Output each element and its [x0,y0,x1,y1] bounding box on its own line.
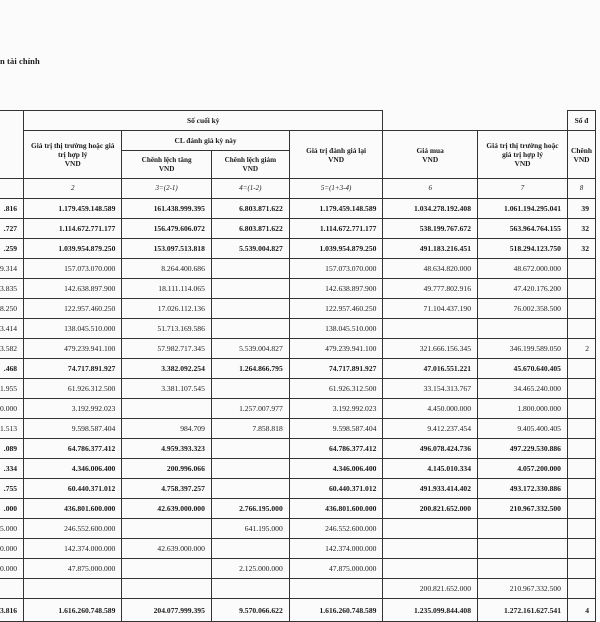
table-cell: 18.111.114.065 [122,279,212,299]
table-cell: 493.172.330.886 [478,479,568,499]
header-col-revalued [289,131,383,179]
table-cell: 1.955 [0,379,24,399]
table-row [0,399,596,419]
table-cell: 142.374.000.000 [24,539,122,559]
table-row [0,479,596,499]
table-cell: 210.967.332.500 [478,499,568,519]
table-cell: 1.179.459.148.589 [24,199,122,219]
table-cell: 47.420.176.200 [478,279,568,299]
index-cell: 4=(1-2) [211,179,289,199]
table-cell: 1.114.672.771.177 [24,219,122,239]
table-cell: .468 [0,359,24,379]
table-cell: 142.374.000.000 [289,539,383,559]
table-cell: 491.933.414.402 [383,479,478,499]
header-col-fair-value-label: Giá trị thị trường hoặc giá trị hợp lý [30,141,115,159]
table-cell: 4.145.010.334 [383,459,478,479]
table-cell [211,579,289,599]
table-cell: 200.821.652.000 [383,499,478,519]
table-cell [478,539,568,559]
table-cell: .727 [0,219,24,239]
table-cell [567,519,595,539]
table-row [0,219,596,239]
table-cell: 984.709 [122,419,212,439]
table-cell [211,299,289,319]
table-cell: 157.073.070.000 [289,259,383,279]
table-cell: 321.666.156.345 [383,339,478,359]
table-cell: 497.229.530.886 [478,439,568,459]
table-cell: .259 [0,239,24,259]
table-cell: 3.192.992.023 [24,399,122,419]
table-cell: 4.758.397.257 [122,479,212,499]
table-cell: 436.801.600.000 [289,499,383,519]
index-cell: 6 [383,179,478,199]
index-cell-blank [0,179,24,199]
header-col-revalued-label: Giá trị đánh giá lại [306,145,367,155]
header-col-fair-value-2-label: Giá trị thị trường hoặc giá trị hợp lý [486,141,559,159]
table-cell: 3.192.992.023 [289,399,383,419]
table-row [0,559,596,579]
table-cell: 3.835 [0,279,24,299]
table-cell: 518.294.123.750 [478,239,568,259]
table-cell: 0.000 [0,559,24,579]
table-cell: 42.639.000.000 [122,499,212,519]
table-cell: 71.104.437.190 [383,299,478,319]
table-cell: 9.405.400.405 [478,419,568,439]
header-col-decrease-unit: VND [242,164,259,173]
table-cell [122,579,212,599]
table-cell: 142.638.897.900 [289,279,383,299]
table-cell [567,379,595,399]
table-cell: 1.272.161.627.541 [478,599,568,622]
table-cell [567,419,595,439]
header-col-purchase-label: Giá mua [416,145,444,155]
table-cell: 3.382.092.254 [122,359,212,379]
header-col-fair-value-2-unit: VND [514,159,531,168]
table-cell [567,539,595,559]
header-group-begin-period: Số đ [567,111,595,131]
table-cell [24,579,122,599]
table-row [0,599,596,622]
table-cell: 641.195.000 [211,519,289,539]
table-row [0,579,596,599]
table-cell: 0.000 [0,399,24,419]
table-header [0,111,596,199]
index-cell: 8 [567,179,595,199]
index-cell: 7 [478,179,568,199]
header-group-spacer [383,111,568,131]
table-cell: 6.803.871.622 [211,219,289,239]
table-cell: 1.061.194.295.041 [478,199,568,219]
table-cell: 246.552.600.000 [289,519,383,539]
header-col-purchase [383,131,478,179]
table-cell [383,539,478,559]
table-cell [567,319,595,339]
table-cell [567,259,595,279]
table-cell [383,519,478,539]
header-cell-blank [0,111,24,179]
table-cell: 9.598.587.404 [24,419,122,439]
table-cell: 32 [567,219,595,239]
table-cell [567,559,595,579]
header-col-purchase-unit: VND [422,154,439,164]
table-cell: 1.257.007.977 [211,399,289,419]
section-heading: n tài chính [0,56,40,66]
table-cell: 45.670.640.405 [478,359,568,379]
table-cell: 161.438.999.395 [122,199,212,219]
table-cell: 3.414 [0,319,24,339]
table-cell: 1.034.278.192.408 [383,199,478,219]
table-cell: 2 [567,339,595,359]
header-col-fair-value [24,131,122,179]
header-col-decrease [211,151,289,179]
table-row [0,459,596,479]
table-cell: 5.539.004.827 [211,239,289,259]
table-cell [567,399,595,419]
table-cell: 2.766.195.000 [211,499,289,519]
table-cell: 32 [567,239,595,259]
header-group-end-period: Số cuối kỳ [24,111,383,131]
table-cell [211,379,289,399]
table-cell [478,559,568,579]
table-cell: 1.800.000.000 [478,399,568,419]
table-row [0,259,596,279]
header-col-partial-label: Chênh [571,145,592,155]
table-cell: 4.450.000.000 [383,399,478,419]
table-cell: 6.803.871.622 [211,199,289,219]
table-cell: 1.235.099.844.408 [383,599,478,622]
header-col-increase-label: Chênh lệch tăng [141,155,192,164]
table-cell: 8.264.400.686 [122,259,212,279]
table-cell: 51.713.169.586 [122,319,212,339]
table-cell [211,539,289,559]
table-cell [211,319,289,339]
table-cell: 57.982.717.345 [122,339,212,359]
table-cell: 138.045.510.000 [289,319,383,339]
table-cell: 74.717.891.927 [289,359,383,379]
table-cell: 60.440.371.012 [24,479,122,499]
table-cell: 436.801.600.000 [24,499,122,519]
table-row [0,339,596,359]
table-cell: 48.672.000.000 [478,259,568,279]
index-cell: 2 [24,179,122,199]
table-cell: 156.479.606.072 [122,219,212,239]
table-row [0,239,596,259]
table-cell: 1.039.954.879.250 [24,239,122,259]
table-cell [567,439,595,459]
table-cell [289,579,383,599]
table-cell: 0.000 [0,539,24,559]
table-cell: 74.717.891.927 [24,359,122,379]
table-cell: .816 [0,199,24,219]
table-cell: 1.513 [0,419,24,439]
table-cell [478,519,568,539]
table-cell: 9.314 [0,259,24,279]
table-cell: 76.002.358.500 [478,299,568,319]
table-cell: 5.000 [0,519,24,539]
header-sub-revaluation: CL đánh giá kỳ này [122,131,289,151]
table-cell: 9.412.237.454 [383,419,478,439]
table-cell: 204.077.999.395 [122,599,212,622]
table-cell: 1.179.459.148.589 [289,199,383,219]
table-cell: 491.183.216.451 [383,239,478,259]
table-cell [0,579,24,599]
table-cell: 496.078.424.736 [383,439,478,459]
table-cell: 200.996.066 [122,459,212,479]
table-cell: 47.016.551.221 [383,359,478,379]
table-cell: 4.346.006.400 [289,459,383,479]
table-cell: 479.239.941.100 [24,339,122,359]
table-cell [211,479,289,499]
table-cell: 9.598.587.404 [289,419,383,439]
table-cell [567,279,595,299]
table-cell: 2.125.000.000 [211,559,289,579]
header-col-increase [122,151,212,179]
table-row [0,419,596,439]
table-cell: 1.616.260.748.589 [289,599,383,622]
table-cell: 47.875.000.000 [24,559,122,579]
table-cell: 4.959.393.323 [122,439,212,459]
header-col-decrease-label: Chênh lệch giảm [224,155,277,164]
table-cell: 60.440.371.012 [289,479,383,499]
table-cell: 138.045.510.000 [24,319,122,339]
table-row [0,499,596,519]
table-row [0,359,596,379]
table-cell: 8.250 [0,299,24,319]
table-cell [383,559,478,579]
table-cell [567,579,595,599]
table-cell: 4.057.200.000 [478,459,568,479]
table-cell: 4.346.006.400 [24,459,122,479]
header-col-increase-unit: VND [158,164,175,173]
table-cell [383,319,478,339]
table-cell: 64.786.377.412 [24,439,122,459]
header-col-fair-value-unit: VND [64,159,81,168]
table-cell [478,319,568,339]
table-cell: .089 [0,439,24,459]
table-cell [211,259,289,279]
table-cell [211,439,289,459]
table-cell: 47.875.000.000 [289,559,383,579]
header-col-revalued-unit: VND [328,154,345,164]
table-cell: 1.264.866.795 [211,359,289,379]
table-cell [122,519,212,539]
table-cell: 33.154.313.767 [383,379,478,399]
table-cell: 346.199.589.050 [478,339,568,359]
table-cell: 3.381.107.545 [122,379,212,399]
table-cell: .334 [0,459,24,479]
table-cell: 61.926.312.500 [289,379,383,399]
index-cell: 5=(1+3-4) [289,179,383,199]
table-cell: 3.816 [0,599,24,622]
table-cell: 5.539.004.827 [211,339,289,359]
table-cell: 1.616.260.748.589 [24,599,122,622]
table-cell: 7.858.818 [211,419,289,439]
table-cell: 9.570.066.622 [211,599,289,622]
table-cell: 563.964.764.155 [478,219,568,239]
header-col-partial-unit: VND [573,154,590,164]
table-cell [567,359,595,379]
table-cell [567,459,595,479]
table-cell: 246.552.600.000 [24,519,122,539]
table-cell: 39 [567,199,595,219]
table-cell: 122.957.460.250 [24,299,122,319]
table-cell: 17.026.112.136 [122,299,212,319]
header-col-partial [567,131,595,179]
table-cell [122,399,212,419]
table-row [0,519,596,539]
table-row [0,439,596,459]
table-body [0,199,596,622]
table-cell: 1.114.672.771.177 [289,219,383,239]
table-cell: 153.097.513.818 [122,239,212,259]
table-cell [567,499,595,519]
table-cell: 3.582 [0,339,24,359]
table-cell: 4 [567,599,595,622]
table-cell [567,479,595,499]
table-cell: 42.639.000.000 [122,539,212,559]
table-cell: 64.786.377.412 [289,439,383,459]
table-cell: 48.634.820.000 [383,259,478,279]
table-row [0,539,596,559]
table-cell: 210.967.332.500 [478,579,568,599]
table-cell: 49.777.802.916 [383,279,478,299]
table-cell: 61.926.312.500 [24,379,122,399]
investment-table [0,110,596,622]
index-cell: 3=(2-1) [122,179,212,199]
table-row [0,319,596,339]
table-cell: .755 [0,479,24,499]
table-cell: 200.821.652.000 [383,579,478,599]
table-cell: 538.199.767.672 [383,219,478,239]
table-cell: 157.073.070.000 [24,259,122,279]
table-cell [567,299,595,319]
table-cell: 142.638.897.900 [24,279,122,299]
table-cell: 479.239.941.100 [289,339,383,359]
table-cell: 1.039.954.879.250 [289,239,383,259]
table-cell: 34.465.240.000 [478,379,568,399]
table-cell [211,459,289,479]
table-row [0,299,596,319]
table-cell: 122.957.460.250 [289,299,383,319]
header-col-fair-value-2 [478,131,568,179]
table-cell: .000 [0,499,24,519]
table-row [0,279,596,299]
table-row [0,379,596,399]
table-cell [122,559,212,579]
table-row [0,199,596,219]
table-cell [211,279,289,299]
